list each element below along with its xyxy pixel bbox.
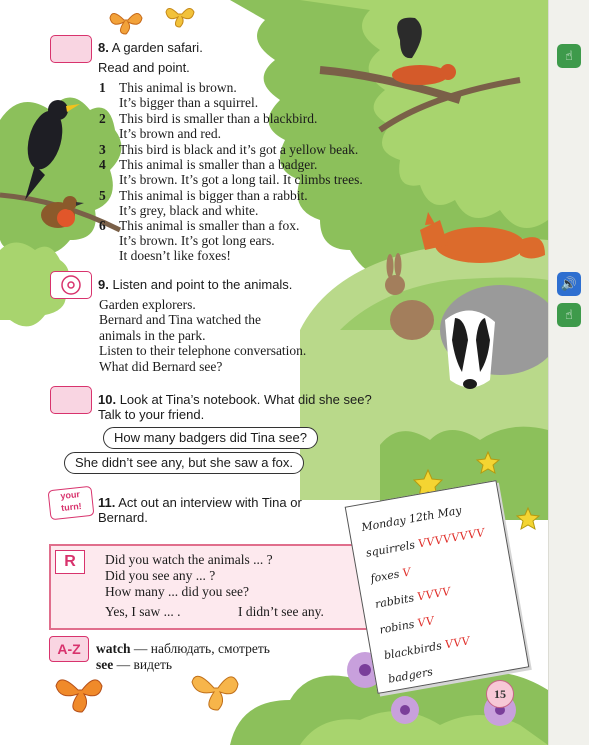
speaking-badge-icon [50, 386, 92, 414]
rule-line: Did you see any ... ? [105, 568, 216, 583]
butterfly-icon [56, 676, 238, 712]
item-line: This animal is bigger than a rabbit. [119, 188, 308, 203]
ex8-heading: 8. A garden safari. [98, 40, 203, 55]
item-line: This animal is brown. [119, 80, 237, 95]
rule-no: I didn’t see any. [238, 604, 324, 619]
notebook-row: squirrels VVVVVVVV [364, 525, 486, 560]
item-number: 3 [99, 142, 106, 157]
ex9-line: animals in the park. [99, 328, 206, 343]
ex9-line: What did Bernard see? [99, 359, 223, 374]
audio-disc-badge-icon [50, 271, 92, 299]
notebook-row: rabbits VVVV [373, 584, 452, 611]
audio-speaker-button[interactable]: 🔊 [557, 272, 581, 296]
your-turn-badge: your turn! [48, 486, 95, 520]
item-number: 2 [99, 111, 106, 126]
ex10-subtitle: Talk to your friend. [98, 407, 205, 422]
rule-badge: R [55, 550, 85, 574]
item-line: This animal is smaller than a badger. [119, 157, 318, 172]
butterfly-icon [110, 8, 194, 34]
answer-bubble: She didn’t see any, but she saw a fox. [64, 452, 304, 474]
item-line: This bird is smaller than a blackbird. [119, 111, 318, 126]
item-line: This bird is black and it’s got a yellow beak. [119, 142, 359, 157]
item-line: It’s bigger than a squirrel. [119, 95, 259, 110]
notebook-row: robins VV [378, 614, 436, 637]
item-line: It doesn’t like foxes! [119, 248, 231, 263]
item-number: 6 [99, 218, 106, 233]
notebook-row: foxes V [369, 565, 413, 586]
interactive-hand-button[interactable]: ☝ [557, 303, 581, 327]
item-number: 1 [99, 80, 106, 95]
ex9-heading: 9. Listen and point to the animals. [98, 277, 293, 292]
item-number: 4 [99, 157, 106, 172]
item-number: 5 [99, 188, 106, 203]
item-line: It’s brown. It’s got a long tail. It climbs trees. [119, 172, 363, 187]
vocabulary-badge: A-Z [49, 636, 89, 662]
ex9-line: Garden explorers. [99, 297, 196, 312]
reader-sidebar [548, 0, 589, 745]
vocab-entry: watch — наблюдать, смотреть [96, 641, 270, 656]
notebook-row: blackbirds VVV [383, 634, 472, 663]
notebook-row: badgers [387, 665, 434, 686]
ex9-line: Bernard and Tina watched the [99, 312, 261, 327]
page-number: 15 [486, 680, 514, 708]
item-line: It’s brown and red. [119, 126, 221, 141]
notebook-date: Monday 12th May [360, 503, 463, 535]
item-line: It’s brown. It’s got long ears. [119, 233, 275, 248]
item-line: It’s grey, black and white. [119, 203, 259, 218]
question-bubble: How many badgers did Tina see? [103, 427, 318, 449]
ex11-line: Bernard. [98, 510, 148, 525]
speaking-badge-icon [50, 35, 92, 63]
ex11-heading: 11. Act out an interview with Tina or [98, 495, 302, 510]
rule-yes: Yes, I saw ... . [105, 604, 181, 619]
rule-line: How many ... did you see? [105, 584, 249, 599]
ex9-line: Listen to their telephone conversation. [99, 343, 307, 358]
tinas-notebook [345, 480, 530, 694]
ex8-instruction: Read and point. [98, 60, 190, 75]
interactive-hand-button[interactable]: ☝ [557, 44, 581, 68]
rule-line: Did you watch the animals ... ? [105, 552, 273, 567]
vocab-entry: see — видеть [96, 657, 173, 672]
ex10-heading: 10. Look at Tina’s notebook. What did she see? [98, 392, 372, 407]
item-line: This animal is smaller than a fox. [119, 218, 300, 233]
